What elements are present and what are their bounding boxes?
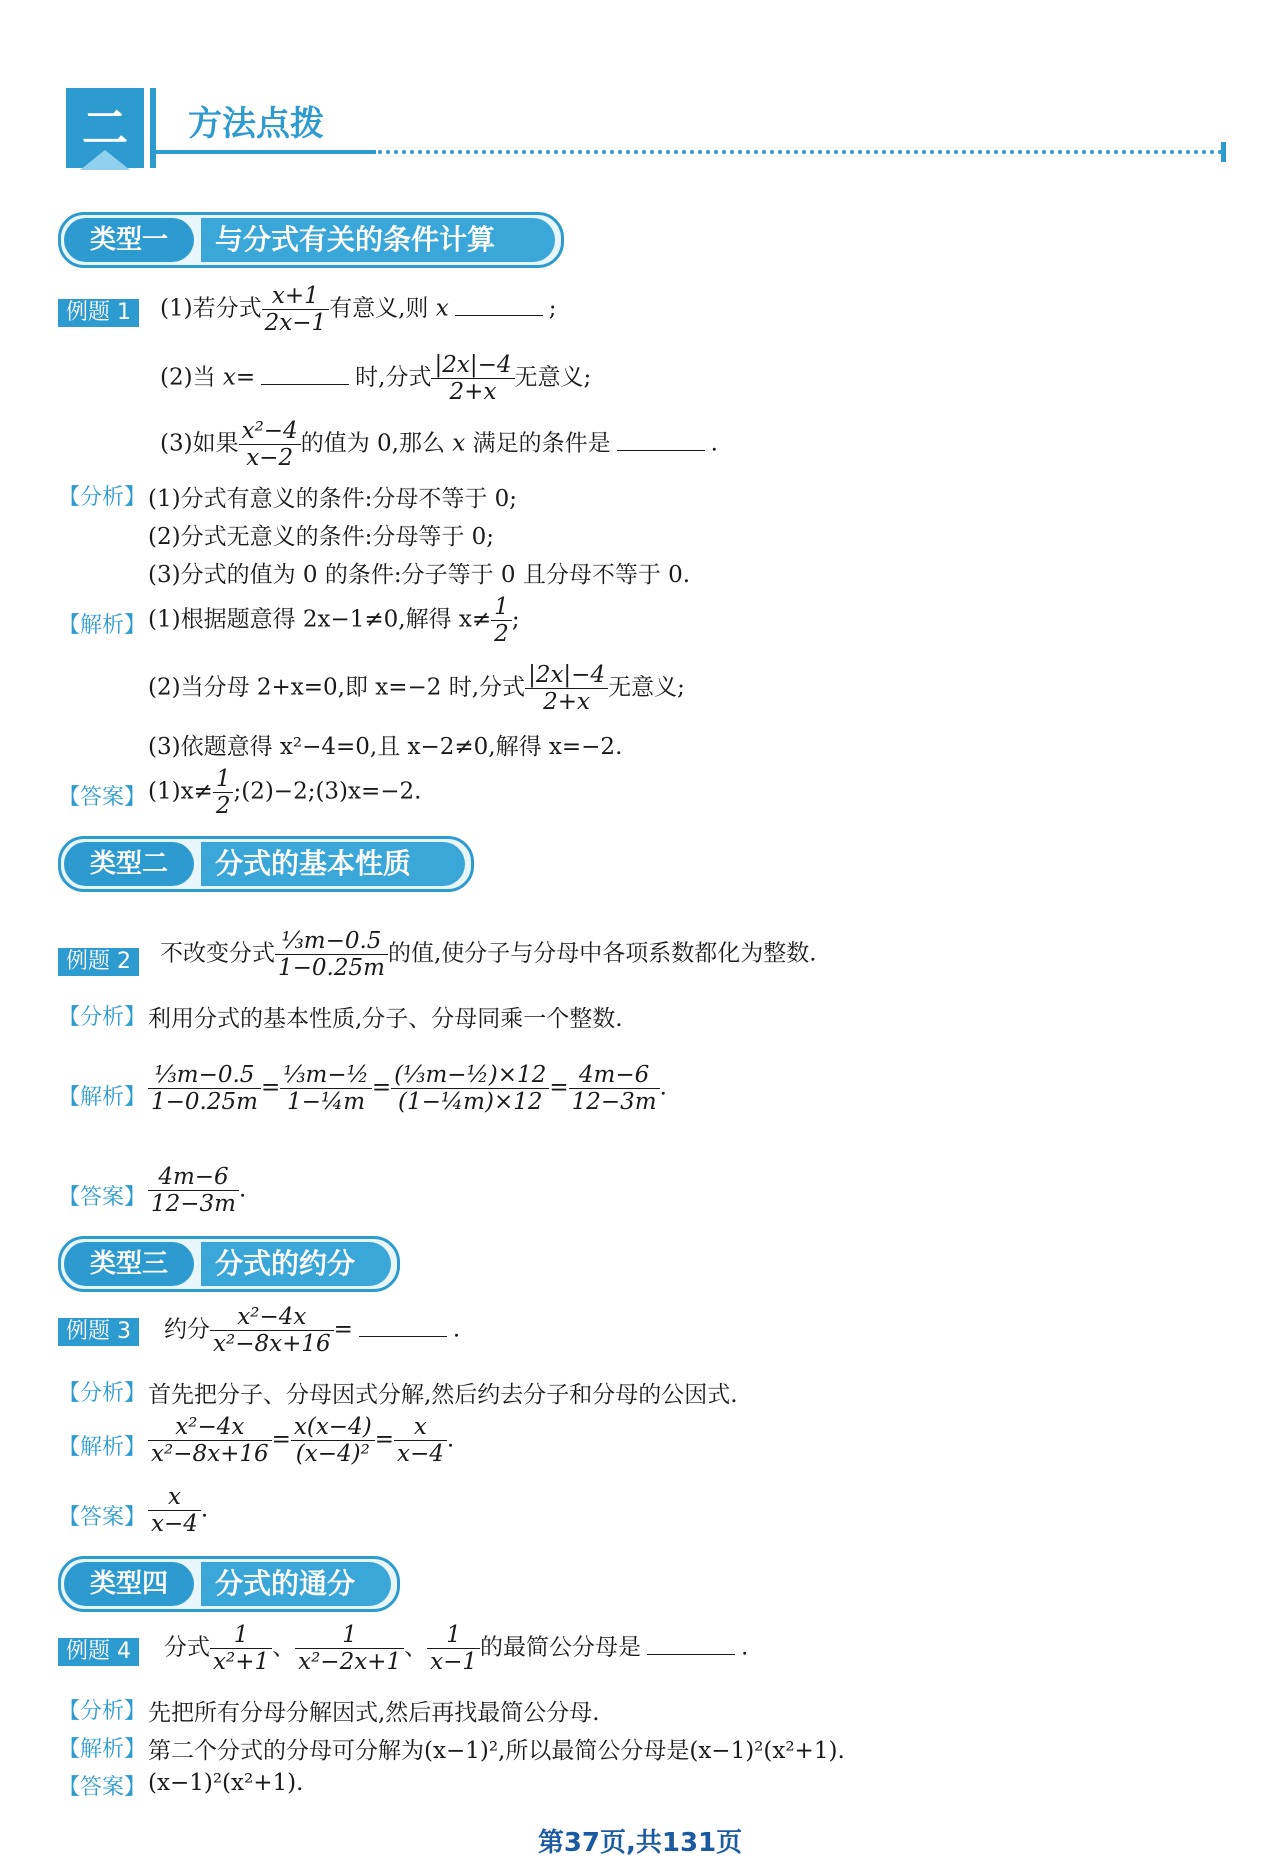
text: = xyxy=(271,1426,291,1453)
answer-line xyxy=(148,1164,246,1217)
variable: x xyxy=(435,295,449,322)
type-tag: 类型一 xyxy=(64,218,194,262)
numerator: x²−4x xyxy=(148,1414,272,1441)
banner-dotted-line xyxy=(378,150,1223,154)
numerator: 1 xyxy=(491,594,512,621)
answer-label: 【答案】 xyxy=(58,1185,147,1210)
denominator: x²−8x+16 xyxy=(213,1331,331,1357)
fraction xyxy=(491,594,512,647)
answer-blank xyxy=(455,315,543,316)
fraction xyxy=(210,1622,272,1675)
variable: x xyxy=(222,364,236,391)
text: 的值为 0,那么 xyxy=(300,430,445,457)
numerator: 4m−6 xyxy=(148,1164,239,1191)
fraction xyxy=(525,662,608,715)
type-heading-2 xyxy=(58,836,474,892)
type-heading-4 xyxy=(58,1556,400,1612)
text: ; xyxy=(511,606,520,633)
text: 满足的条件是 xyxy=(472,430,611,457)
text: = xyxy=(549,1074,569,1101)
example-2-question xyxy=(160,928,817,981)
fraction xyxy=(295,1622,404,1675)
denominator: 2+x xyxy=(543,689,591,715)
analysis-line: (2)分式无意义的条件:分母等于 0; xyxy=(148,524,495,550)
text: 无意义; xyxy=(514,364,592,391)
text: 不改变分式 xyxy=(160,940,275,967)
denominator: 1−0.25m xyxy=(278,955,385,981)
text: 的最简公分母是 xyxy=(479,1634,641,1661)
numerator: |2x|−4 xyxy=(431,352,514,379)
answer-line xyxy=(148,1484,208,1537)
fraction xyxy=(275,928,388,981)
text: 约分 xyxy=(164,1316,210,1343)
variable: x xyxy=(452,430,466,457)
text: . xyxy=(446,1426,455,1453)
solution-label: 【解析】 xyxy=(58,1435,147,1460)
fraction xyxy=(148,1164,239,1217)
numerator: ⅓m−0.5 xyxy=(275,928,388,955)
answer-label: 【答案】 xyxy=(58,785,147,810)
denominator: x²+1 xyxy=(213,1649,270,1675)
denominator: 2x−1 xyxy=(264,310,327,336)
fraction xyxy=(391,1062,549,1115)
example-tag: 例题 4 xyxy=(58,1638,139,1666)
analysis-line: 利用分式的基本性质,分子、分母同乘一个整数. xyxy=(148,1006,623,1032)
analysis-label: 【分析】 xyxy=(58,1381,147,1406)
denominator: 2+x xyxy=(449,379,497,405)
fraction xyxy=(148,1414,272,1467)
example-1-q3 xyxy=(160,418,718,471)
text: (1)x≠ xyxy=(148,778,213,805)
analysis-line: 首先把分子、分母因式分解,然后约去分子和分母的公因式. xyxy=(148,1382,738,1408)
answer-line xyxy=(148,766,422,819)
banner-divider xyxy=(150,88,156,168)
example-tag: 例题 3 xyxy=(58,1318,139,1346)
denominator: 12−3m xyxy=(571,1089,657,1115)
text: = xyxy=(333,1316,353,1343)
numerator: 1 xyxy=(427,1622,480,1649)
example-tag: 例题 1 xyxy=(58,299,139,327)
solution-line-3: (3)依题意得 x²−4=0,且 x−2≠0,解得 x=−2. xyxy=(148,734,623,760)
numerator: x xyxy=(394,1414,447,1441)
numerator: ⅓m−½ xyxy=(280,1062,372,1089)
text: ;(2)−2;(3)x=−2. xyxy=(233,778,422,805)
type-heading-1 xyxy=(58,212,564,268)
denominator: (x−4)² xyxy=(295,1441,370,1467)
type-title: 与分式有关的条件计算 xyxy=(201,218,555,262)
example-tag: 例题 2 xyxy=(58,948,139,976)
section-number: 二 xyxy=(82,101,128,155)
solution-line-2 xyxy=(148,662,685,715)
text: (1)根据题意得 2x−1≠0,解得 x≠ xyxy=(148,606,492,633)
analysis-label: 【分析】 xyxy=(58,1699,147,1724)
analysis-label: 【分析】 xyxy=(58,1005,147,1030)
denominator: x−4 xyxy=(151,1511,198,1537)
analysis-line: (1)分式有意义的条件:分母不等于 0; xyxy=(148,486,518,512)
text: (1)若分式 xyxy=(160,295,262,322)
answer-label: 【答案】 xyxy=(58,1505,147,1530)
text: (2)当分母 2+x=0,即 x=−2 时,分式 xyxy=(148,674,526,701)
fraction xyxy=(427,1622,480,1675)
type-tag: 类型三 xyxy=(64,1242,194,1286)
text: 无意义; xyxy=(608,674,685,701)
denominator: x−1 xyxy=(430,1649,477,1675)
type-title: 分式的基本性质 xyxy=(201,842,465,886)
text: = xyxy=(260,1074,281,1101)
text: . xyxy=(740,1634,749,1661)
fraction xyxy=(213,766,234,819)
answer-blank xyxy=(261,384,349,385)
section-title: 方法点拨 xyxy=(188,104,324,144)
numerator: x(x−4) xyxy=(291,1414,375,1441)
fraction xyxy=(239,418,301,471)
denominator: x²−2x+1 xyxy=(298,1649,402,1675)
denominator: 2 xyxy=(215,793,231,819)
banner-underline xyxy=(156,150,376,154)
text: ; xyxy=(548,295,557,322)
fraction xyxy=(394,1414,447,1467)
solution-equation xyxy=(148,1414,454,1467)
fraction xyxy=(280,1062,372,1115)
text: . xyxy=(452,1316,461,1343)
fraction xyxy=(148,1062,261,1115)
page-footer: 第37页,共131页 xyxy=(537,1828,743,1858)
numerator: 1 xyxy=(295,1622,404,1649)
example-3-question xyxy=(164,1304,460,1357)
text: 、 xyxy=(404,1634,428,1661)
text: = xyxy=(374,1426,394,1453)
denominator: (1−¼m)×12 xyxy=(398,1089,543,1115)
fraction xyxy=(210,1304,334,1357)
fraction xyxy=(148,1484,201,1537)
numerator: 4m−6 xyxy=(569,1062,660,1089)
text: (2)当 xyxy=(160,364,216,391)
denominator: x−2 xyxy=(246,445,294,471)
fraction xyxy=(291,1414,375,1467)
text: . xyxy=(659,1074,667,1101)
numerator: |2x|−4 xyxy=(525,662,608,689)
analysis-label: 【分析】 xyxy=(58,485,147,510)
text: (3)如果 xyxy=(160,430,239,457)
text: . xyxy=(710,430,718,457)
denominator: 1−¼m xyxy=(287,1089,366,1115)
answer-blank xyxy=(359,1336,447,1337)
text: 时,分式 xyxy=(355,364,432,391)
analysis-line: (3)分式的值为 0 的条件:分子等于 0 且分母不等于 0. xyxy=(148,562,691,588)
answer-blank xyxy=(617,450,705,451)
example-4-question xyxy=(164,1622,748,1675)
solution-label: 【解析】 xyxy=(58,613,147,638)
type-tag: 类型四 xyxy=(64,1562,194,1606)
fraction xyxy=(262,283,330,336)
numerator: ⅓m−0.5 xyxy=(148,1062,261,1089)
type-title: 分式的通分 xyxy=(201,1562,391,1606)
numerator: (⅓m−½)×12 xyxy=(391,1062,549,1089)
denominator: 1−0.25m xyxy=(151,1089,258,1115)
banner-end-mark xyxy=(1221,142,1226,162)
example-1-q1 xyxy=(160,283,556,336)
numerator: 1 xyxy=(213,766,234,793)
text: 、 xyxy=(272,1634,296,1661)
answer-blank xyxy=(647,1654,735,1655)
text: = xyxy=(371,1074,392,1101)
solution-line: 第二个分式的分母可分解为(x−1)²,所以最简公分母是(x−1)²(x²+1). xyxy=(148,1738,845,1764)
text: 分式 xyxy=(164,1634,210,1661)
denominator: 2 xyxy=(494,621,509,647)
type-heading-3 xyxy=(58,1236,400,1292)
solution-label: 【解析】 xyxy=(58,1737,147,1762)
type-title: 分式的约分 xyxy=(201,1242,391,1286)
text: 的值,使分子与分母中各项系数都化为整数. xyxy=(387,940,817,967)
answer-label: 【答案】 xyxy=(58,1775,147,1800)
denominator: x−4 xyxy=(396,1441,444,1467)
section-number-box xyxy=(66,88,144,168)
text: . xyxy=(238,1176,247,1203)
numerator: x xyxy=(148,1484,201,1511)
numerator: 1 xyxy=(210,1622,272,1649)
text: . xyxy=(200,1496,209,1523)
text: 有意义,则 xyxy=(329,295,429,322)
text: = xyxy=(235,364,256,391)
numerator: x²−4 xyxy=(239,418,301,445)
solution-equation xyxy=(148,1062,667,1115)
example-1-q2 xyxy=(160,352,591,405)
type-tag: 类型二 xyxy=(64,842,194,886)
numerator: x²−4x xyxy=(210,1304,334,1331)
numerator: x+1 xyxy=(262,283,330,310)
analysis-line: 先把所有分母分解因式,然后再找最简公分母. xyxy=(148,1700,600,1726)
answer-line: (x−1)²(x²+1). xyxy=(148,1770,304,1796)
fraction xyxy=(569,1062,660,1115)
denominator: x²−8x+16 xyxy=(151,1441,269,1467)
fraction xyxy=(431,352,514,405)
denominator: 12−3m xyxy=(151,1191,236,1217)
solution-line-1 xyxy=(148,594,520,647)
solution-label: 【解析】 xyxy=(58,1085,147,1110)
